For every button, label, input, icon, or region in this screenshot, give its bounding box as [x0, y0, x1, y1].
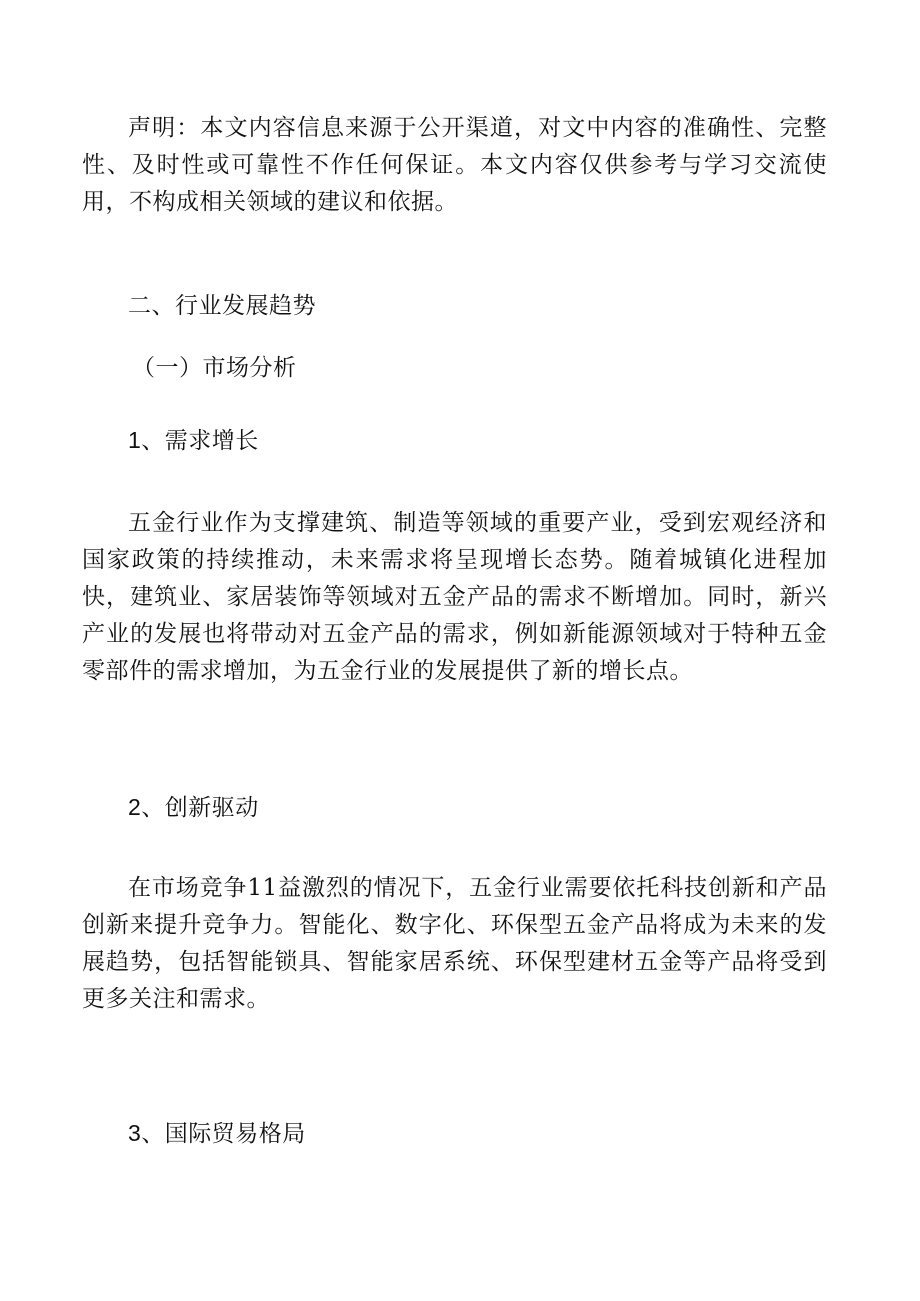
item-1-body: 五金行业作为支撑建筑、制造等领域的重要产业，受到宏观经济和国家政策的持续推动，未来需求将呈现增长态势。随着城镇化进程加快，建筑业、家居装饰等领域对五金产品的需求不断增加。同时，新兴产业的发展也将带动对五金产品的需求，例如新能源领域对于特种五金零部件的需求增加，为五金行业的发展提供了新的增长点。 — [82, 510, 827, 684]
item-3-heading — [82, 1115, 873, 1153]
item-3-title: 国际贸易格局 — [164, 1121, 306, 1147]
item-2-body: 在市场竞争11益激烈的情况下，五金行业需要依托科技创新和产品创新来提升竞争力。智能化、数字化、环保型五金产品将成为未来的发展趋势，包括智能锁具、智能家居系统、环保型建材五金等产品将受到更多关注和需求。 — [82, 875, 827, 1012]
item-1-number: 1、 — [128, 427, 165, 453]
subsection-title: （一）市场分析 — [132, 355, 297, 381]
item-2-number: 2、 — [128, 794, 165, 820]
item-2-title: 创新驱动 — [164, 795, 259, 821]
item-1-heading — [82, 422, 873, 460]
item-2-heading — [82, 789, 873, 827]
item-1-title: 需求增长 — [164, 428, 259, 454]
item-3-number: 3、 — [128, 1120, 165, 1146]
disclaimer-paragraph: 声明：本文内容信息来源于公开渠道，对文中内容的准确性、完整性、及时性或可靠性不作任何保证。本文内容仅供参考与学习交流使用，不构成相关领域的建议和依据。 — [82, 115, 827, 215]
section-title: 二、行业发展趋势 — [128, 293, 316, 319]
